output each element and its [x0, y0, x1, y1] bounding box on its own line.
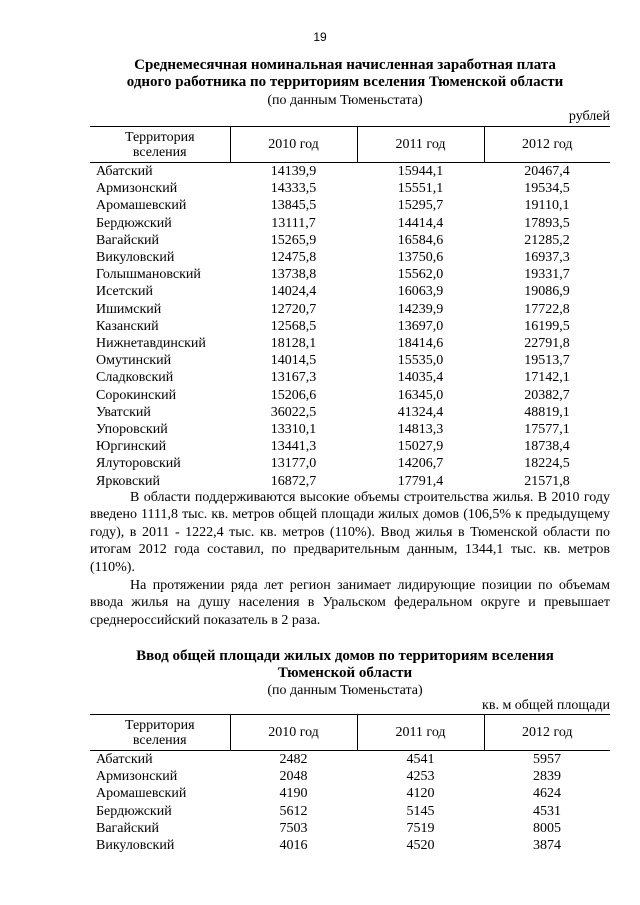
table-row: [90, 803, 610, 820]
table-row: [90, 751, 610, 769]
value-cell: 2048: [279, 769, 308, 785]
territory-cell: Упоровский: [96, 422, 168, 438]
value-cell: 3874: [533, 838, 561, 854]
value-cell: 18414,6: [397, 336, 444, 352]
value-cell: 41324,4: [397, 404, 444, 420]
territory-cell: Абатский: [96, 752, 153, 767]
value-cell: 12568,5: [270, 318, 317, 334]
paragraph-region: [90, 577, 610, 629]
territory-cell: Викуловский: [96, 250, 175, 266]
value-cell: 19534,5: [524, 181, 570, 197]
header-2010: 2010 год: [230, 127, 357, 163]
table2-title-line1: Ввод общей площади жилых домов по территориям вселения: [136, 648, 554, 664]
territory-cell: Викуловский: [96, 838, 175, 854]
paragraph-housing: [90, 489, 610, 576]
territory-cell: Вагайский: [96, 232, 159, 248]
value-cell: 13441,3: [270, 439, 317, 455]
value-cell: 15027,9: [397, 439, 444, 455]
table1-title-line2: одного работника по территориям вселения Тюменской области: [126, 74, 564, 90]
value-cell: 13167,3: [270, 370, 317, 386]
value-cell: 14014,5: [270, 353, 317, 369]
value-cell: 17577,1: [524, 422, 570, 438]
value-cell: 15551,1: [397, 181, 444, 197]
table-row: [90, 369, 610, 386]
value-cell: 20382,7: [524, 387, 570, 403]
territory-cell: Казанский: [96, 318, 159, 334]
territory-cell: Ярковский: [96, 473, 160, 489]
territory-cell: Исетский: [96, 284, 153, 300]
territory-cell: Армизонский: [96, 181, 178, 197]
value-cell: 16063,9: [397, 284, 444, 300]
territory-cell: Ялуторовский: [96, 456, 181, 472]
value-cell: 16872,7: [270, 473, 317, 489]
value-cell: 14414,4: [397, 215, 444, 231]
value-cell: 21571,8: [524, 473, 570, 489]
header-territory-line2: вселения: [132, 732, 187, 748]
header-2012: 2012 год: [484, 715, 610, 751]
table-row: [90, 180, 610, 197]
value-cell: 14813,3: [397, 422, 444, 438]
table-row: [90, 404, 610, 421]
value-cell: 7503: [279, 820, 308, 836]
value-cell: 13111,7: [271, 215, 316, 231]
table-row: [90, 266, 610, 283]
value-cell: 13845,5: [270, 198, 317, 214]
header-2010: 2010 год: [230, 715, 357, 751]
value-cell: 18738,4: [524, 439, 570, 455]
header-2012: 2012 год: [484, 127, 610, 163]
value-cell: 5957: [533, 752, 561, 767]
value-cell: 17893,5: [524, 215, 570, 231]
value-cell: 4253: [406, 769, 435, 785]
value-cell: 15562,0: [397, 267, 444, 283]
value-cell: 14139,9: [270, 164, 317, 179]
value-cell: 22791,8: [524, 336, 570, 352]
value-cell: 18224,5: [524, 456, 570, 472]
value-cell: 19513,7: [524, 353, 570, 369]
table-row: [90, 820, 610, 837]
table-row: [90, 301, 610, 318]
value-cell: 21285,2: [524, 232, 570, 248]
table-row: [90, 163, 610, 181]
page-number: 19: [313, 30, 327, 44]
table1-title-line1: Среднемесячная номинальная начисленная заработная плата: [134, 57, 556, 73]
value-cell: 2482: [279, 752, 308, 767]
value-cell: 16199,5: [524, 318, 570, 334]
value-cell: 16937,3: [524, 250, 570, 266]
table-row: [90, 197, 610, 214]
table-header-row: [90, 715, 610, 751]
value-cell: 15944,1: [397, 164, 444, 179]
value-cell: 19110,1: [524, 198, 570, 214]
table2-unit: кв. м общей площади: [482, 698, 610, 713]
territory-cell: Нижнетавдинский: [96, 336, 206, 352]
table2-title-line2: Тюменской области: [277, 665, 413, 681]
value-cell: 14333,5: [270, 181, 317, 197]
table2-title: [80, 648, 610, 682]
value-cell: 5145: [406, 803, 435, 819]
value-cell: 4541: [406, 752, 435, 767]
value-cell: 13697,0: [397, 318, 444, 334]
territory-cell: Армизонский: [96, 769, 178, 785]
value-cell: 8005: [533, 820, 561, 836]
header-territory-line1: Территория: [124, 129, 195, 145]
territory-cell: Аромашевский: [96, 198, 187, 214]
table-header-row: [90, 127, 610, 163]
table1-unit: рублей: [568, 109, 610, 124]
value-cell: 5612: [279, 803, 308, 819]
value-cell: 36022,5: [270, 404, 317, 420]
paragraph-region-text: На протяжении ряда лет регион занимает лидирующие позиции по объемам ввода жилья на душу населения в Уральском федеральном округе и превышает среднероссийский показатель в 2 раза.: [90, 578, 610, 628]
header-2011: 2011 год: [357, 127, 484, 163]
value-cell: 15535,0: [397, 353, 444, 369]
value-cell: 13738,8: [270, 267, 317, 283]
territory-cell: Сорокинский: [96, 387, 177, 403]
table-row: [90, 455, 610, 472]
table-row: [90, 352, 610, 369]
value-cell: 14206,7: [397, 456, 444, 472]
value-cell: 20467,4: [524, 164, 570, 179]
value-cell: 4520: [406, 838, 435, 854]
salary-table: [90, 126, 610, 490]
header-territory-line1: Территория: [124, 717, 195, 733]
header-territory-line2: вселения: [132, 144, 187, 160]
housing-table: [90, 714, 610, 854]
value-cell: 16345,0: [397, 387, 444, 403]
territory-cell: Ишимский: [96, 301, 162, 317]
territory-cell: Абатский: [96, 164, 153, 179]
territory-cell: Уватский: [96, 404, 151, 420]
table-row: [90, 283, 610, 300]
table-row: [90, 232, 610, 249]
territory-cell: Аромашевский: [96, 786, 187, 802]
salary-table-body: [90, 163, 610, 490]
table-row: [90, 387, 610, 404]
table-row: [90, 438, 610, 455]
value-cell: 4016: [279, 838, 308, 854]
header-territory: [90, 715, 230, 751]
table-row: [90, 318, 610, 335]
table1-source: (по данным Тюменьстата): [267, 93, 423, 108]
value-cell: 48819,1: [524, 404, 570, 420]
value-cell: 14035,4: [397, 370, 444, 386]
territory-cell: Юргинский: [96, 439, 167, 455]
value-cell: 13177,0: [270, 456, 317, 472]
paragraph-housing-text: В области поддерживаются высокие объемы строительства жилья. В 2010 году введено 1111,8 тыс. кв. метров общей площади жилых домов (106,5% к предыдущему году), в 2011 - 1222,4 тыс. кв. метров (110%). Ввод жилья в Тюменской области по итогам 2012 года составил, по предварительным данным, 1344,1 тыс. кв. метров (110%).: [90, 490, 610, 575]
header-2011: 2011 год: [357, 715, 484, 751]
territory-cell: Голышмановский: [96, 267, 201, 283]
header-territory: [90, 127, 230, 163]
value-cell: 15206,6: [270, 387, 317, 403]
value-cell: 2839: [533, 769, 561, 785]
value-cell: 13310,1: [270, 422, 317, 438]
table-row: [90, 335, 610, 352]
value-cell: 18128,1: [270, 336, 317, 352]
value-cell: 12720,7: [270, 301, 317, 317]
value-cell: 19331,7: [524, 267, 570, 283]
value-cell: 4120: [406, 786, 435, 802]
table-row: [90, 473, 610, 490]
value-cell: 14239,9: [397, 301, 444, 317]
housing-table-body: [90, 751, 610, 855]
value-cell: 13750,6: [397, 250, 444, 266]
value-cell: 17791,4: [397, 473, 444, 489]
value-cell: 4531: [533, 803, 561, 819]
value-cell: 4624: [533, 786, 561, 802]
table-row: [90, 249, 610, 266]
value-cell: 14024,4: [270, 284, 317, 300]
territory-cell: Омутинский: [96, 353, 172, 369]
table1-title: [80, 57, 610, 91]
value-cell: 17722,8: [524, 301, 570, 317]
value-cell: 15265,9: [270, 232, 317, 248]
value-cell: 4190: [279, 786, 308, 802]
table-row: [90, 215, 610, 232]
territory-cell: Бердюжский: [96, 215, 172, 231]
value-cell: 12475,8: [270, 250, 317, 266]
value-cell: 15295,7: [397, 198, 444, 214]
territory-cell: Сладковский: [96, 370, 174, 386]
table-row: [90, 768, 610, 785]
territory-cell: Бердюжский: [96, 803, 172, 819]
table-row: [90, 837, 610, 854]
value-cell: 17142,1: [524, 370, 570, 386]
territory-cell: Вагайский: [96, 820, 159, 836]
table2-source: (по данным Тюменьстата): [267, 683, 423, 698]
value-cell: 7519: [406, 820, 435, 836]
value-cell: 16584,6: [397, 232, 444, 248]
table-row: [90, 421, 610, 438]
value-cell: 19086,9: [524, 284, 570, 300]
table-row: [90, 785, 610, 802]
